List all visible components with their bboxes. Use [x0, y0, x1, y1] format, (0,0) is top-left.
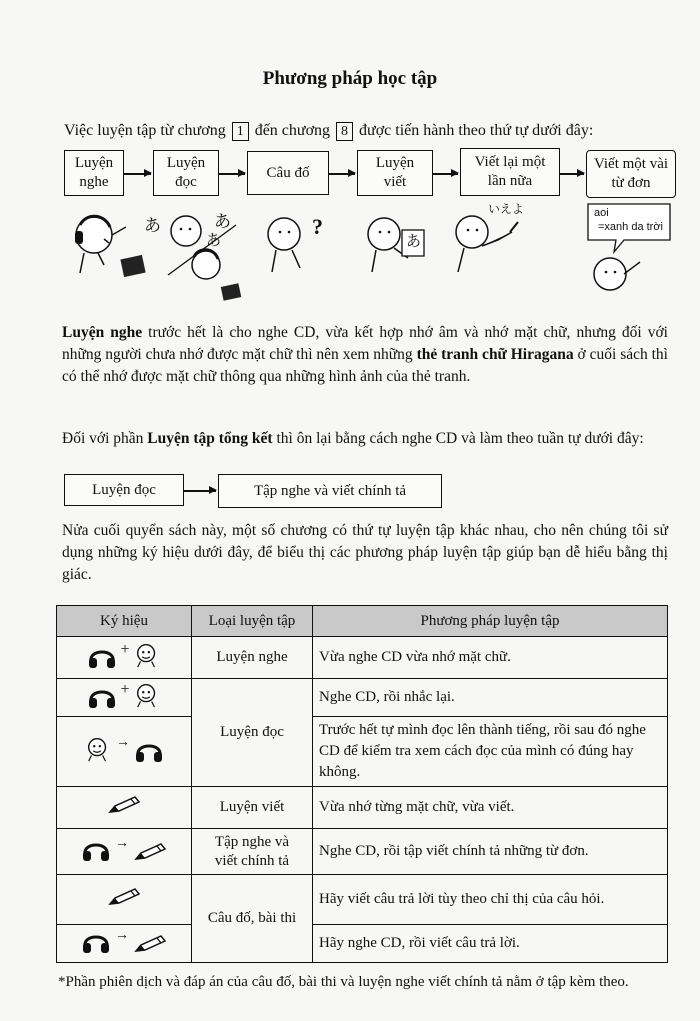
pencil-icon: [107, 887, 141, 907]
method-listen: Vừa nghe CD vừa nhớ mặt chữ.: [313, 637, 668, 679]
question-mark: ?: [312, 214, 323, 239]
paragraph-listening: [62, 322, 668, 388]
step-quiz: [247, 151, 329, 195]
method-write: Vừa nhớ từng mặt chữ, vừa viết.: [313, 787, 668, 829]
step-listen: [64, 150, 124, 196]
step-label: Luyện: [375, 155, 415, 171]
step-label: nghe: [79, 174, 109, 190]
paragraph-symbols: Nửa cuối quyển sách này, một số chương có thứ tự luyện tập khác nhau, cho nên chúng tôi sử dụng những ký hiệu dưới đây, để biểu thị các phương pháp luyện tập giúp bạn dễ hiểu bằng thị giác.: [62, 522, 668, 583]
step-label: lần nữa: [487, 173, 533, 189]
step-rewrite: [460, 148, 560, 196]
intro-line: [64, 122, 593, 141]
pencil-icon: [133, 934, 167, 954]
symbol-repeat: +: [57, 679, 192, 717]
review-step-label: Luyện đọc: [92, 481, 156, 498]
method-read-self: Trước hết tự mình đọc lên thành tiếng, rồi sau đó nghe CD để kiểm tra xem cách đọc của mình có đúng hay không.: [313, 717, 668, 787]
page-title: Phương pháp học tập: [262, 68, 438, 89]
table-row: [57, 925, 668, 963]
method-dictation: Nghe CD, rồi tập viết chính tả những từ đơn.: [313, 829, 668, 875]
table-row: [57, 717, 668, 787]
reading-illustration: [158, 205, 253, 305]
step-label: Viết lại một: [474, 154, 546, 170]
symbol-self-read: →: [57, 717, 192, 787]
flow-arrow: [123, 173, 151, 175]
symbol-quiz-listen: →: [57, 925, 192, 963]
paragraph-text: Đối với phần: [62, 430, 148, 447]
headphones-icon: [87, 683, 117, 709]
flow-arrow: [184, 490, 216, 492]
kana-label: あ: [406, 234, 422, 250]
intro-middle: đến chương: [254, 122, 331, 139]
method-quiz-write: Hãy viết câu trả lời tùy theo chỉ thị của câu hỏi.: [313, 875, 668, 925]
symbol-quiz-write: [57, 875, 192, 925]
step-label: viết: [383, 174, 407, 190]
footnote: *Phần phiên dịch và đáp án của câu đố, bài thi và luyện nghe viết chính tả nằm ở tập kèm theo.: [58, 974, 629, 990]
speech-line: aoi: [594, 207, 609, 219]
table-row: [57, 637, 668, 679]
bold-term: Luyện tập tổng kết: [147, 430, 273, 447]
quiz-illustration: [262, 210, 342, 280]
review-step-read: [64, 474, 184, 506]
step-label: Câu đố: [266, 164, 310, 181]
scribble-text: いえよ: [488, 202, 525, 216]
type-label: viết chính tả: [214, 852, 290, 869]
method-quiz-listen: Hãy nghe CD, rồi viết câu trả lời.: [313, 925, 668, 963]
kana-label: あ: [144, 216, 161, 235]
step-write: [357, 150, 433, 196]
table-row: [57, 829, 668, 875]
bold-term: thẻ tranh chữ Hiragana: [416, 346, 574, 363]
kana-label: あ: [206, 233, 222, 249]
type-read: Luyện đọc: [192, 679, 313, 787]
face-icon: [133, 681, 161, 709]
review-step-label: Tập nghe và viết chính tả: [253, 482, 407, 499]
review-step-dictation: [218, 474, 442, 508]
paragraph-text: ở cuối sách thì có thể nhớ được mặt chữ thông qua những hình ảnh của thẻ tranh.: [62, 346, 668, 385]
legend-table: [56, 605, 668, 963]
type-quiz: Câu đố, bài thi: [192, 875, 313, 963]
symbol-write: [57, 787, 192, 829]
step-label: đọc: [175, 174, 197, 190]
table-row: [57, 875, 668, 925]
step-label: Viết một vài: [593, 156, 669, 172]
header-symbol: Ký hiệu: [57, 606, 192, 637]
flow-arrow: [432, 173, 458, 175]
pencil-icon: [107, 795, 141, 815]
step-read: [153, 150, 219, 196]
type-write: Luyện viết: [192, 787, 313, 829]
writing-illustration: [360, 210, 440, 280]
kana-label: あ: [214, 212, 231, 231]
chapter-start-box: 1: [232, 122, 249, 141]
table-row: [57, 787, 668, 829]
flow-arrow: [559, 173, 584, 175]
headphones-icon: [134, 737, 164, 763]
paragraph-text: trước hết là cho nghe CD, vừa kết hợp nhớ âm và nhớ mặt chữ, nhưng đối với những người chưa nhớ được mặt chữ thì nên xem những: [62, 324, 668, 363]
headphones-icon: [87, 643, 117, 669]
paragraph-text: thì ôn lại bằng cách nghe CD và làm theo tuần tự dưới đây:: [272, 430, 644, 447]
step-label: từ đơn: [611, 175, 651, 191]
step-write-words: [586, 150, 676, 198]
face-icon: [84, 735, 112, 763]
face-icon: [133, 641, 161, 669]
method-read-repeat: Nghe CD, rồi nhắc lại.: [313, 679, 668, 717]
headphones-icon: [81, 928, 111, 954]
headphones-icon: [81, 836, 111, 862]
flow-arrow: [218, 173, 245, 175]
intro-before: Việc luyện tập từ chương: [64, 122, 226, 139]
paragraph-review: [62, 428, 668, 450]
word-writing-illustration: [584, 200, 674, 300]
bold-term: Luyện nghe: [62, 324, 143, 341]
step-label: Luyện: [166, 155, 206, 171]
chapter-end-box: 8: [336, 122, 353, 141]
speech-line: =xanh da trời: [598, 221, 664, 233]
table-header-row: [57, 606, 668, 637]
pencil-icon: [133, 842, 167, 862]
table-row: [57, 679, 668, 717]
symbol-dictation: →: [57, 829, 192, 875]
symbol-listen: +: [57, 637, 192, 679]
type-label: Tập nghe và: [214, 833, 290, 850]
rewriting-illustration: [448, 200, 548, 280]
intro-after: được tiến hành theo thứ tự dưới đây:: [359, 122, 594, 139]
type-listen: Luyện nghe: [192, 637, 313, 679]
step-label: Luyện: [74, 155, 114, 171]
flow-arrow: [328, 173, 355, 175]
header-type: Loại luyện tập: [192, 606, 313, 637]
header-method: Phương pháp luyện tập: [313, 606, 668, 637]
type-dictation: [192, 829, 313, 875]
